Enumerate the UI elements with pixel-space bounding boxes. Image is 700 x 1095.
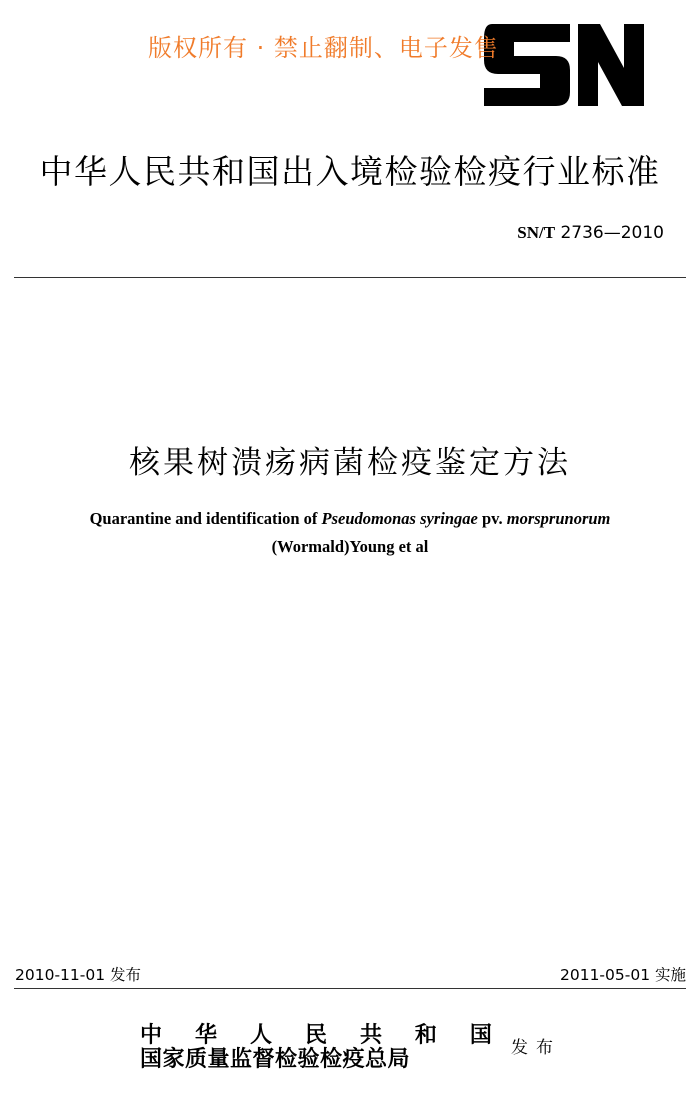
issuer-agency: 国家质量监督检验检疫总局 — [140, 1046, 411, 1072]
issue-date: 2010-11-01 发布 — [15, 966, 142, 984]
top-divider — [14, 277, 686, 278]
copyright-notice: 版权所有 · 禁止翻制、电子发售 — [148, 34, 499, 62]
english-title-prefix: Quarantine and identification of — [89, 509, 318, 528]
english-title-line-2: (Wormald)Young et al — [271, 537, 429, 556]
implementation-date: 2011-05-01 实施 — [559, 966, 686, 984]
standard-number — [517, 223, 664, 243]
english-title-pathovar: morsprunorum — [506, 509, 611, 528]
issuer-char: 国 — [469, 1022, 492, 1048]
english-title-pv: pv. — [481, 509, 503, 528]
bottom-divider — [14, 988, 686, 989]
english-title-genus: Pseudomonas — [321, 509, 416, 528]
standard-code: SN/T — [517, 223, 556, 242]
english-title-species: syringae — [420, 509, 478, 528]
standard-year-number: 2736—2010 — [560, 223, 664, 243]
issuer-char: 共 — [359, 1022, 382, 1048]
issuer-char: 人 — [249, 1022, 272, 1048]
issuer-char: 中 — [140, 1022, 163, 1048]
issuer-char: 民 — [304, 1022, 327, 1048]
industry-standard-title: 中华人民共和国出入境检验检疫行业标准 — [39, 152, 661, 191]
chinese-title: 核果树溃疡病菌检疫鉴定方法 — [129, 445, 571, 481]
english-title-line-1 — [0, 509, 700, 529]
issuer-char: 和 — [414, 1022, 437, 1048]
publish-label: 发布 — [511, 1038, 561, 1058]
sn-logo-icon — [484, 24, 644, 106]
logo-letter-n — [578, 24, 644, 106]
issuer-char: 华 — [194, 1022, 217, 1048]
